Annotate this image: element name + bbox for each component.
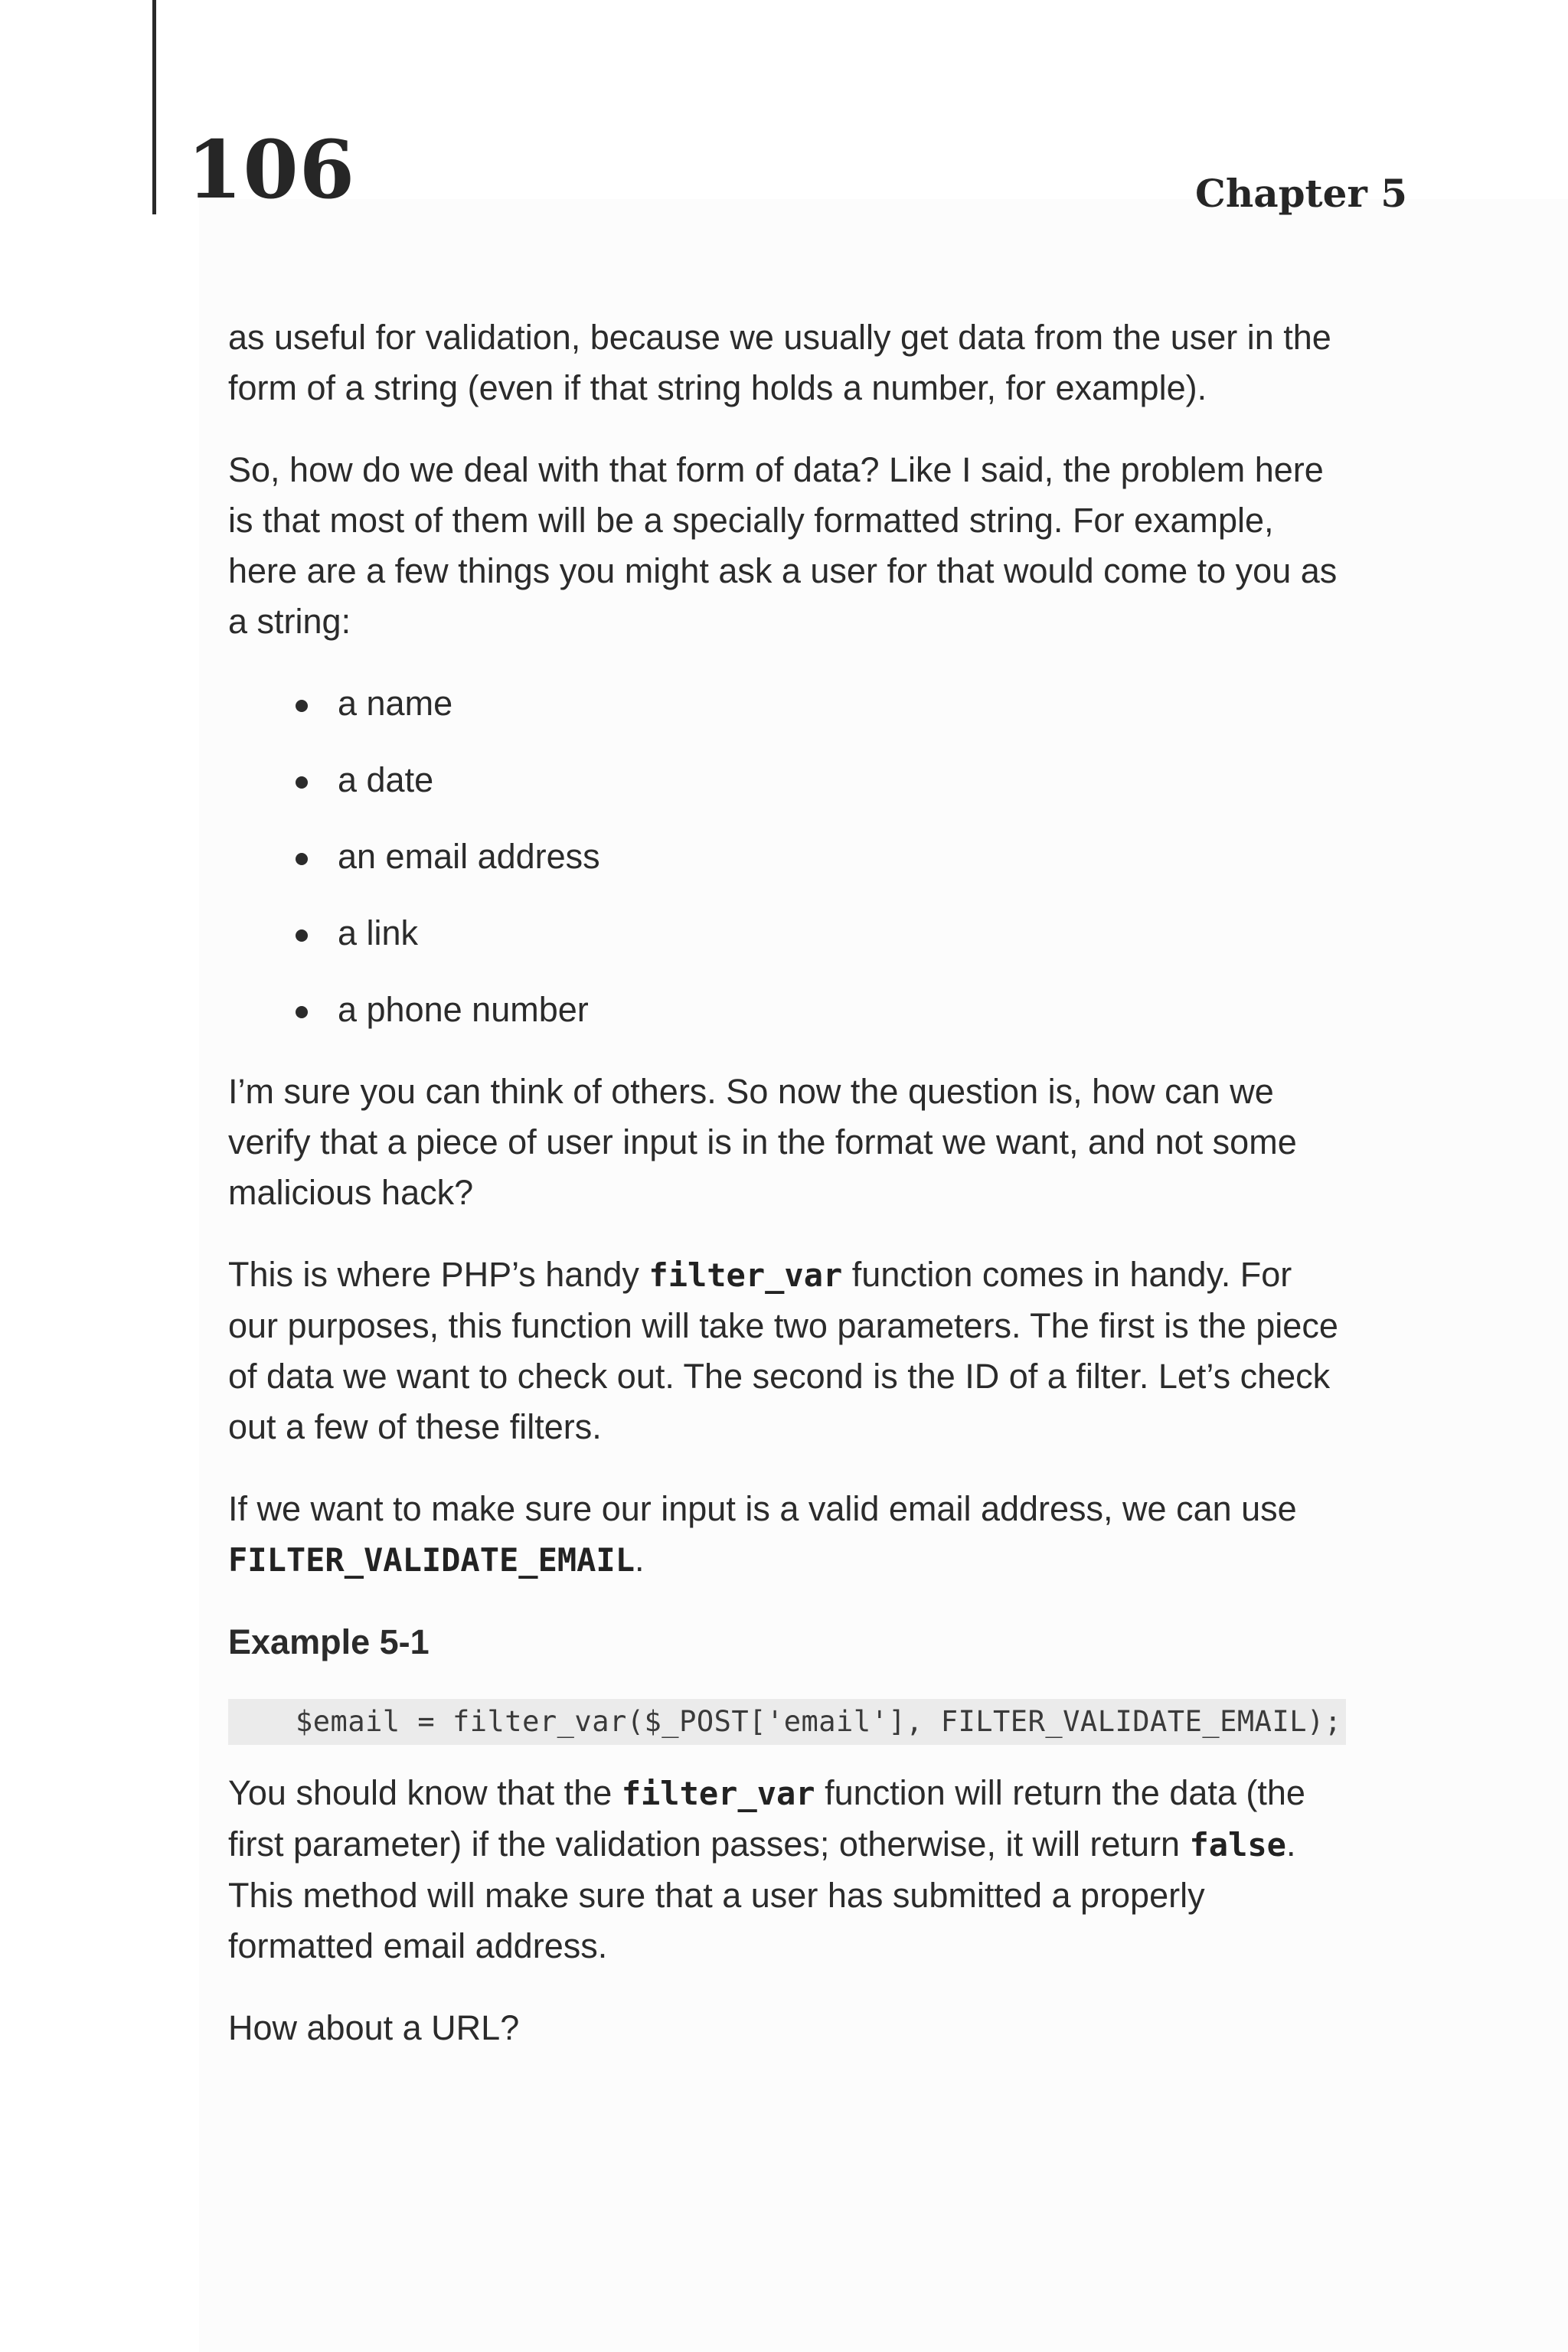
page-body	[228, 312, 1346, 2085]
list-item: a date	[228, 755, 1346, 805]
paragraph-question: So, how do we deal with that form of data? Like I said, the problem here is that most of them will be a specially formatted string. For example, here are a few things you might ask a user for that would come to you as a string:	[228, 450, 1338, 641]
inline-code: filter_var	[621, 1775, 815, 1812]
bullet-icon	[296, 776, 308, 789]
paragraph-email-filter: If we want to make sure our input is a valid email address, we can use FILTER_VALIDATE_EMAIL.	[228, 1489, 1297, 1579]
inline-code: filter_var	[648, 1256, 843, 1294]
paragraph-verify: I’m sure you can think of others. So now the question is, how can we verify that a piece of user input is in the format we want, and not some malicious hack?	[228, 1072, 1297, 1212]
paragraph-filter-var: This is where PHP’s handy filter_var function comes in handy. For our purposes, this function will take two parameters. The first is the piece of data we want to check out. The second is the ID of a filter. Let’s check out a few of these filters.	[228, 1255, 1338, 1446]
code-block: $email = filter_var($_POST['email'], FILTER_VALIDATE_EMAIL);	[228, 1699, 1346, 1745]
bullet-icon	[296, 700, 308, 712]
margin-rule	[152, 0, 156, 214]
chapter-label: Chapter 5	[1195, 171, 1407, 216]
bullet-icon	[296, 929, 308, 942]
paragraph-return-value: You should know that the filter_var function will return the data (the first parameter) if the validation passes; otherwise, it will return false. This method will make sure that a user has submitted a properly formatted email address.	[228, 1773, 1305, 1965]
list-item: an email address	[228, 831, 1346, 882]
list-item: a link	[228, 908, 1346, 959]
bullet-icon	[296, 1006, 308, 1018]
example-heading: Example 5-1	[228, 1622, 430, 1661]
page-number: 106	[187, 122, 356, 217]
paragraph-url: How about a URL?	[228, 2008, 520, 2047]
list-item: a name	[228, 678, 1346, 729]
inline-code: FILTER_VALIDATE_EMAIL	[228, 1541, 635, 1579]
bullet-icon	[296, 853, 308, 865]
list-item: a phone number	[228, 985, 1346, 1035]
inline-code: false	[1189, 1826, 1286, 1864]
paragraph-intro: as useful for validation, because we usually get data from the user in the form of a string (even if that string holds a number, for example).	[228, 318, 1331, 407]
string-input-list	[228, 678, 1346, 1035]
